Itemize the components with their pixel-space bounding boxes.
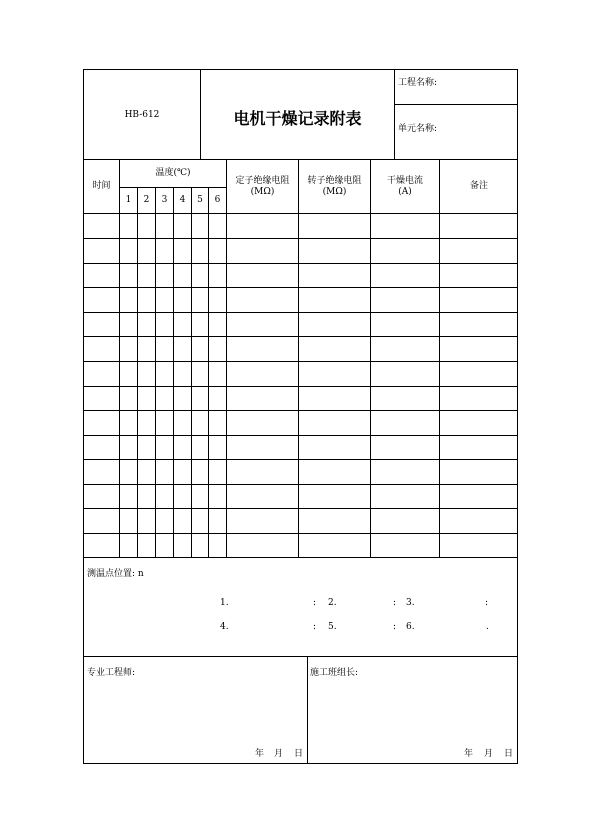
col-rotor-unit: (MΩ) <box>322 186 347 197</box>
divider <box>155 188 156 558</box>
leader-date-month: 月 <box>484 749 494 759</box>
temp-col-label: 2 <box>143 195 150 205</box>
col-remark-label: 备注 <box>469 181 488 191</box>
table-row <box>84 533 518 534</box>
measure-sep-4: : <box>313 622 317 632</box>
divider <box>226 160 227 558</box>
divider <box>191 188 192 558</box>
divider <box>137 188 138 558</box>
measure-point-4: 4. <box>220 622 229 632</box>
table-row <box>84 361 518 362</box>
measure-label: 测温点位置: n <box>87 569 144 579</box>
table-row <box>84 312 518 313</box>
table-row <box>84 508 518 509</box>
divider <box>394 70 395 160</box>
col-current-header <box>371 160 439 213</box>
table-row <box>84 557 518 558</box>
divider <box>307 657 308 764</box>
engineer-date-day: 日 <box>294 749 304 759</box>
table-row <box>84 484 518 485</box>
leader-date-day: 日 <box>504 749 514 759</box>
temp-col-label: 6 <box>214 195 221 205</box>
table-row <box>84 459 518 460</box>
col-remark-header <box>440 160 518 213</box>
col-temperature-label: 温度(℃) <box>155 168 191 178</box>
measure-point-6: 6. <box>406 622 415 632</box>
measure-sep-3: : <box>485 598 489 608</box>
divider <box>439 160 440 558</box>
form-title: 电机干燥记录附表 <box>233 109 362 128</box>
temp-col-label: 4 <box>179 195 186 205</box>
measure-sep-5: : <box>393 622 397 632</box>
col-current-unit: (A) <box>398 186 412 197</box>
divider <box>298 160 299 558</box>
col-time-header <box>84 160 119 213</box>
temp-col-6 <box>209 188 226 213</box>
divider <box>370 160 371 558</box>
col-temperature-header <box>120 160 226 187</box>
col-time-label: 时间 <box>92 181 111 191</box>
col-rotor-label: 转子绝缘电阻 <box>307 175 362 186</box>
engineer-date-month: 月 <box>274 749 284 759</box>
temp-col-4 <box>174 188 191 213</box>
measure-point-1: 1. <box>220 598 229 608</box>
table-row <box>84 287 518 288</box>
divider <box>395 104 517 105</box>
measure-point-3: 3. <box>406 598 415 608</box>
table-row <box>84 386 518 387</box>
temp-col-5 <box>192 188 208 213</box>
project-name-label: 工程名称: <box>398 78 438 88</box>
col-stator-header <box>227 160 298 213</box>
col-current-label: 干燥电流 <box>386 175 423 186</box>
measure-sep-6: . <box>486 622 489 632</box>
measure-sep-1: : <box>313 598 317 608</box>
temp-col-3 <box>156 188 173 213</box>
col-stator-label: 定子绝缘电阻 <box>235 175 290 186</box>
form-code: HB-612 <box>124 110 160 120</box>
divider <box>208 188 209 558</box>
divider <box>173 188 174 558</box>
table-row <box>84 435 518 436</box>
divider <box>119 160 120 558</box>
engineer-label: 专业工程师: <box>87 668 136 678</box>
temp-col-label: 3 <box>161 195 168 205</box>
table-row <box>84 263 518 264</box>
col-rotor-header <box>299 160 370 213</box>
table-row <box>84 238 518 239</box>
unit-name-label: 单元名称: <box>398 124 438 134</box>
engineer-date-year: 年 <box>255 749 265 759</box>
measure-sep-2: : <box>393 598 397 608</box>
temp-col-label: 1 <box>125 195 132 205</box>
divider <box>84 656 518 657</box>
temp-col-2 <box>138 188 155 213</box>
temp-col-1 <box>120 188 137 213</box>
measure-point-5: 5. <box>328 622 337 632</box>
temp-col-label: 5 <box>197 195 203 205</box>
table-row <box>84 336 518 337</box>
divider <box>84 213 518 214</box>
leader-label: 施工班组长: <box>310 668 359 678</box>
col-stator-unit: (MΩ) <box>250 186 275 197</box>
leader-date-year: 年 <box>464 749 474 759</box>
table-row <box>84 410 518 411</box>
measure-point-2: 2. <box>328 598 337 608</box>
